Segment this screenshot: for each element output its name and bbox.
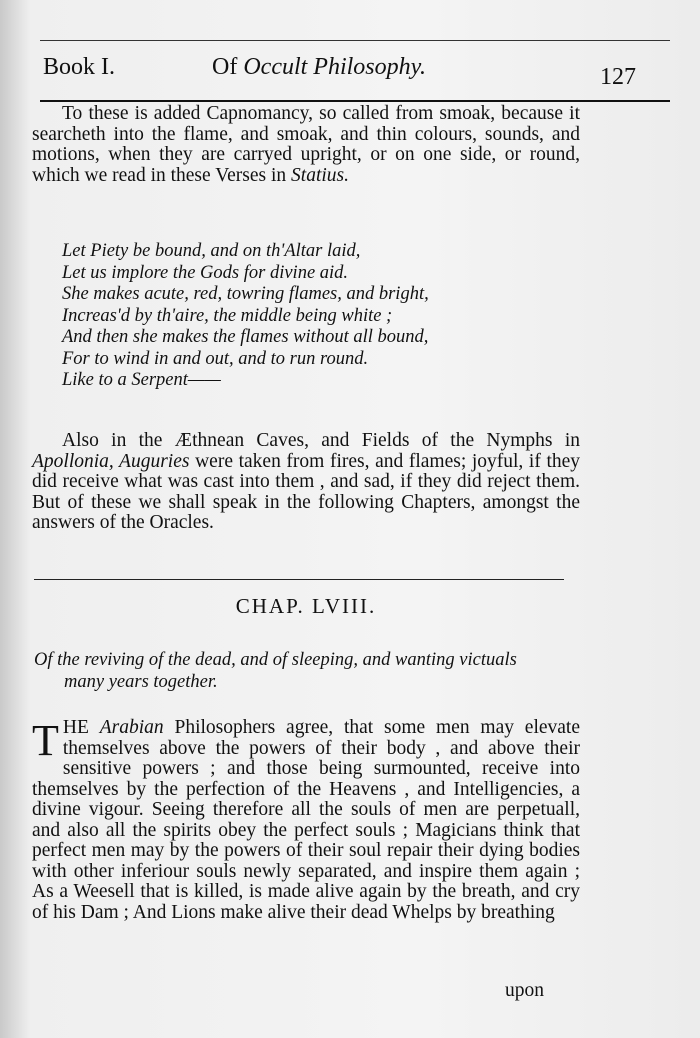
paragraph3-italic: Arabian — [99, 717, 164, 738]
verse-line: For to wind in and out, and to run round. — [62, 348, 369, 369]
paragraph-capnomancy — [32, 104, 580, 186]
paragraph-arabian-philosophers — [32, 718, 580, 923]
chapter-heading: CHAP. LVIII. — [235, 594, 377, 618]
verse-line: Let us implore the Gods for divine aid. — [62, 262, 349, 283]
paragraph2-part1: Also in the Æthnean Caves, and Fields of the Nymphs in — [62, 430, 580, 451]
paragraph1-text: To these is added Capnomancy, so called from smoak, because it searcheth into the flame, and smoak, and thin colours, sounds, and motions, when they are carryed upright, or on one side, or round, which we read in these Verses in — [32, 103, 580, 186]
header-title-italic: Occult Philosophy. — [243, 54, 426, 80]
chapter-subtitle-line: Of the reviving of the dead, and of sleeping, and wanting victuals — [34, 650, 517, 670]
running-header — [40, 44, 670, 100]
chapter-subtitle — [34, 649, 564, 693]
paragraph3-part2: Philosophers agree, that some men may elevate themselves above the powers of their body , and above their sensitive powers ; and those being surmounted, receive into themselves by the perfection of the Heavens , and Intelligencies, a divine vigour. Seeing therefore all the souls of men are perpetuall, and also all the spirits obey the perfect souls ; Magicians think that perfect men may by the powers of their soul repair their dying bodies with other inferiour souls newly separated, and inspire them again ; As a Weesell that is killed, is made alive again by the breath, and cry of his Dam ; And Lions make alive their dead Whelps by breathing — [32, 717, 581, 923]
chapter-rule — [34, 579, 564, 580]
catchword: upon — [505, 980, 544, 1001]
verse-block — [62, 241, 582, 392]
verse-line: Like to a Serpent—— — [62, 370, 221, 390]
header-title-prefix: Of — [212, 54, 238, 80]
paragraph3-part1: HE — [62, 717, 89, 738]
chapter-subtitle-line: many years together. — [64, 672, 218, 692]
paragraph2-italic: Apollonia, Auguries — [32, 450, 190, 472]
page-number: 127 — [600, 64, 636, 90]
header-title — [212, 54, 426, 81]
header-book: Book I. — [43, 54, 115, 80]
verse-line: And then she makes the flames without all bound, — [62, 327, 429, 347]
verse-line: She makes acute, red, towring flames, and bright, — [62, 284, 429, 304]
verse-line: Increas'd by th'aire, the middle being white ; — [62, 305, 393, 326]
drop-cap: T — [32, 716, 59, 765]
paragraph-aethnean-caves — [32, 431, 580, 534]
verse-line: Let Piety be bound, and on th'Altar laid, — [62, 241, 361, 261]
top-rule — [40, 40, 670, 41]
header-rule — [40, 100, 670, 102]
paragraph2-part2: were taken from fires, and flames; joyful, if they did receive what was cast into them , and sad, if they did reject them. But of these we shall speak in the following Chapters, amongst the answers of the Oracles. — [32, 450, 581, 533]
paragraph1-italic-end: Statius. — [291, 164, 349, 186]
